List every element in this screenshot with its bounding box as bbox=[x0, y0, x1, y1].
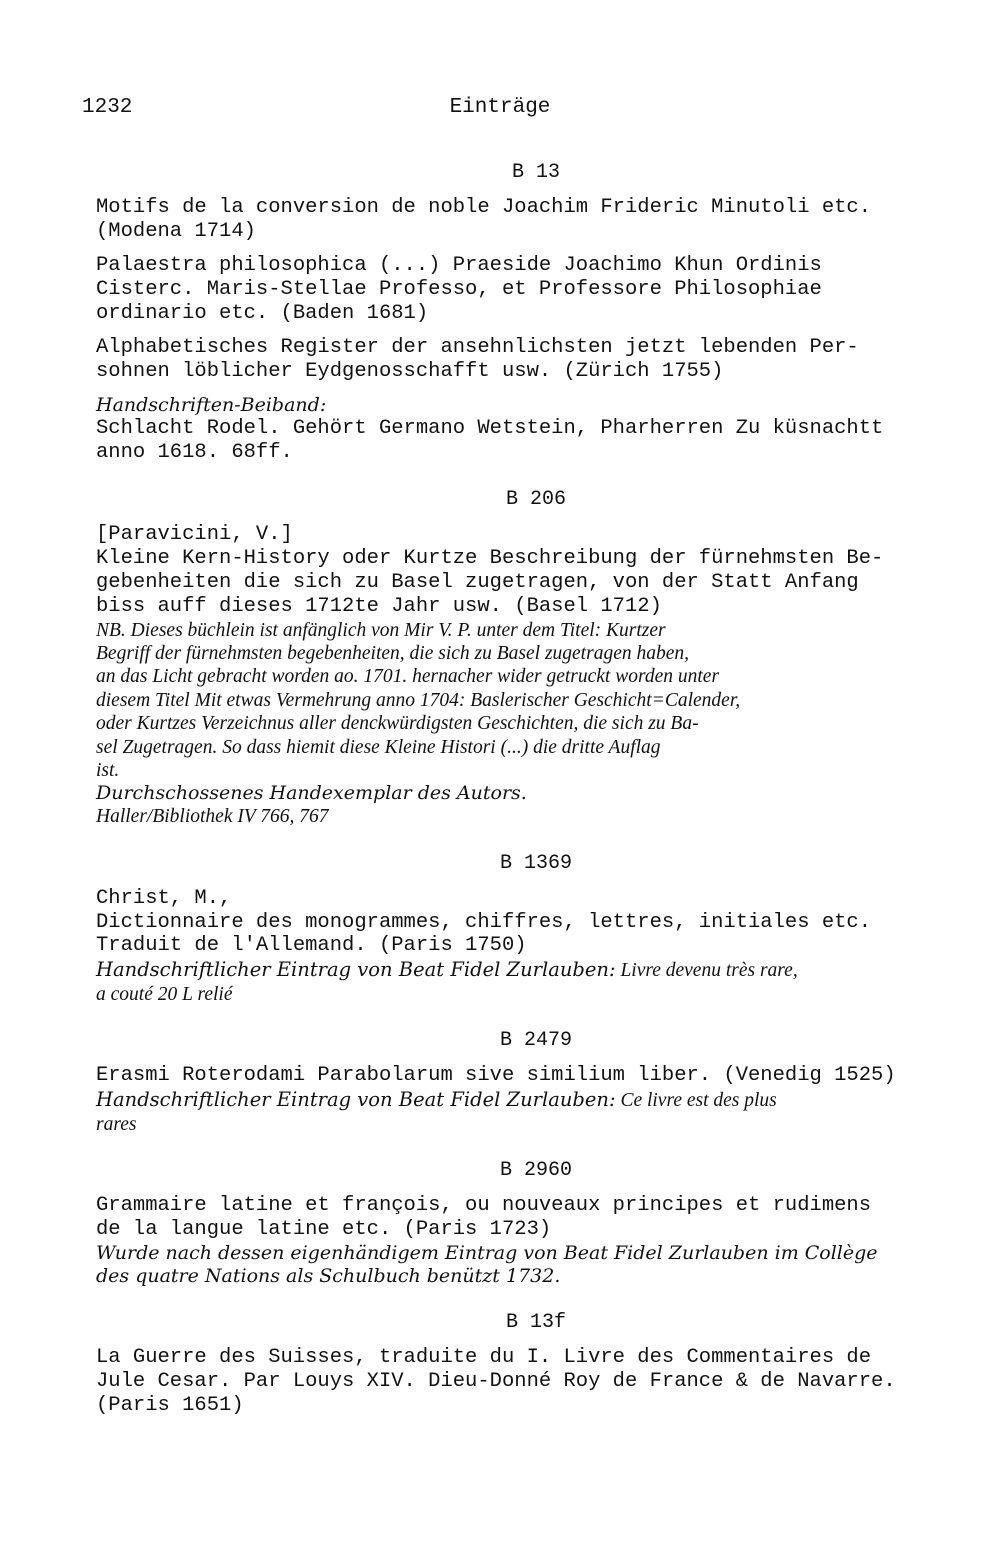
title-line: Dictionnaire des monogrammes, chiffres, lettres, initiales etc. Traduit de l'Allemand. (Paris 1750) bbox=[96, 910, 872, 958]
title-line: Alphabetisches Register der ansehnlichsten jetzt lebenden Per- sohnen löblicher Eydgenosschafft usw. (Zürich 1755) bbox=[96, 335, 859, 383]
title-line: Erasmi Roterodami Parabolarum sive similium liber. (Venedig 1525) bbox=[96, 1064, 896, 1088]
author-line: Christ, M., bbox=[96, 886, 232, 910]
reference: Haller/Bibliothek IV 766, 767 bbox=[96, 806, 329, 828]
note: NB. Dieses büchlein ist anfänglich von Mir V. P. unter dem Titel: Kurtzer Begriff der fürnehmsten begebenheiten, die sich zu Basel zugetragen haben, an das Licht gebracht worden ao. 1701. hernacher wider getruckt worden unter diesem Titel Mit etwas Vermehrung anno 1704: Baslerischer Geschicht=Calender, oder Kurtzes Verzeichnus aller denckwürdigsten Geschichten, die sich zu Ba- sel Zugetragen. So dass hiemit diese Kleine Histori (...) die dritte Auflag ist. bbox=[96, 619, 741, 781]
title-line: Motifs de la conversion de noble Joachim Frideric Minutoli etc. (Modena 1714) bbox=[96, 196, 872, 243]
entry-b2479 bbox=[96, 1030, 976, 1136]
entry-b2960 bbox=[96, 1160, 976, 1288]
running-title: Einträge bbox=[449, 96, 551, 119]
title-line: Grammaire latine et françois, ou nouveaux principes et rudimens de la langue latine etc. (Paris 1723) bbox=[96, 1194, 872, 1241]
entry-b1369 bbox=[96, 853, 976, 1007]
handwritten-entry: Handschriftlicher Eintrag von Beat Fidel Zurlauben: Ce livre est des plus rares bbox=[96, 1088, 777, 1135]
title-line: Palaestra philosophica (...) Praeside Joachimo Khun Ordinis Cisterc. Maris-Stellae Professo, et Professore Philosophiae ordinario etc. (Baden 1681) bbox=[96, 253, 822, 325]
handwritten-note: Wurde nach dessen eigenhändigem Eintrag von Beat Fidel Zurlauben im Collège des quatre Nations als Schulbuch benützt 1732. bbox=[96, 1241, 878, 1287]
title-line: La Guerre des Suisses, traduite du I. Livre des Commentaires de Jule Cesar. Par Louys XIV. Dieu-Donné Roy de France & de Navarre. (Paris 1651) bbox=[96, 1345, 896, 1417]
handwritten-entry: Handschriftlicher Eintrag von Beat Fidel Zurlauben: Livre devenu très rare, a couté 20 L relié bbox=[96, 958, 798, 1005]
shelfmark: B 1369 bbox=[499, 851, 572, 875]
entry-b13f bbox=[96, 1312, 976, 1418]
entry-b206 bbox=[96, 489, 976, 829]
shelfmark: B 2479 bbox=[499, 1029, 572, 1053]
page-header bbox=[82, 96, 918, 126]
page-number: 1232 bbox=[82, 96, 133, 119]
title-line: Schlacht Rodel. Gehört Germano Wetstein, Pharherren Zu küsnachtt anno 1618. 68ff. bbox=[96, 416, 884, 464]
entry-b13 bbox=[96, 162, 976, 465]
entries bbox=[96, 162, 976, 1442]
shelfmark: B 2960 bbox=[499, 1159, 572, 1183]
shelfmark: B 13 bbox=[511, 161, 560, 184]
handwritten-label: Handschriften-Beiband: bbox=[96, 393, 327, 416]
shelfmark: B 206 bbox=[505, 487, 566, 511]
author-line: [Paravicini, V.] bbox=[96, 522, 293, 546]
title-line: Kleine Kern-History oder Kurtze Beschreibung der fürnehmsten Be- gebenheiten die sich zu Basel zugetragen, von der Statt Anfang biss auff dieses 1712te Jahr usw. (Basel 1712) bbox=[96, 546, 884, 618]
shelfmark: B 13f bbox=[505, 1310, 566, 1334]
handwritten-note: Durchschossenes Handexemplar des Autors. bbox=[96, 782, 527, 805]
